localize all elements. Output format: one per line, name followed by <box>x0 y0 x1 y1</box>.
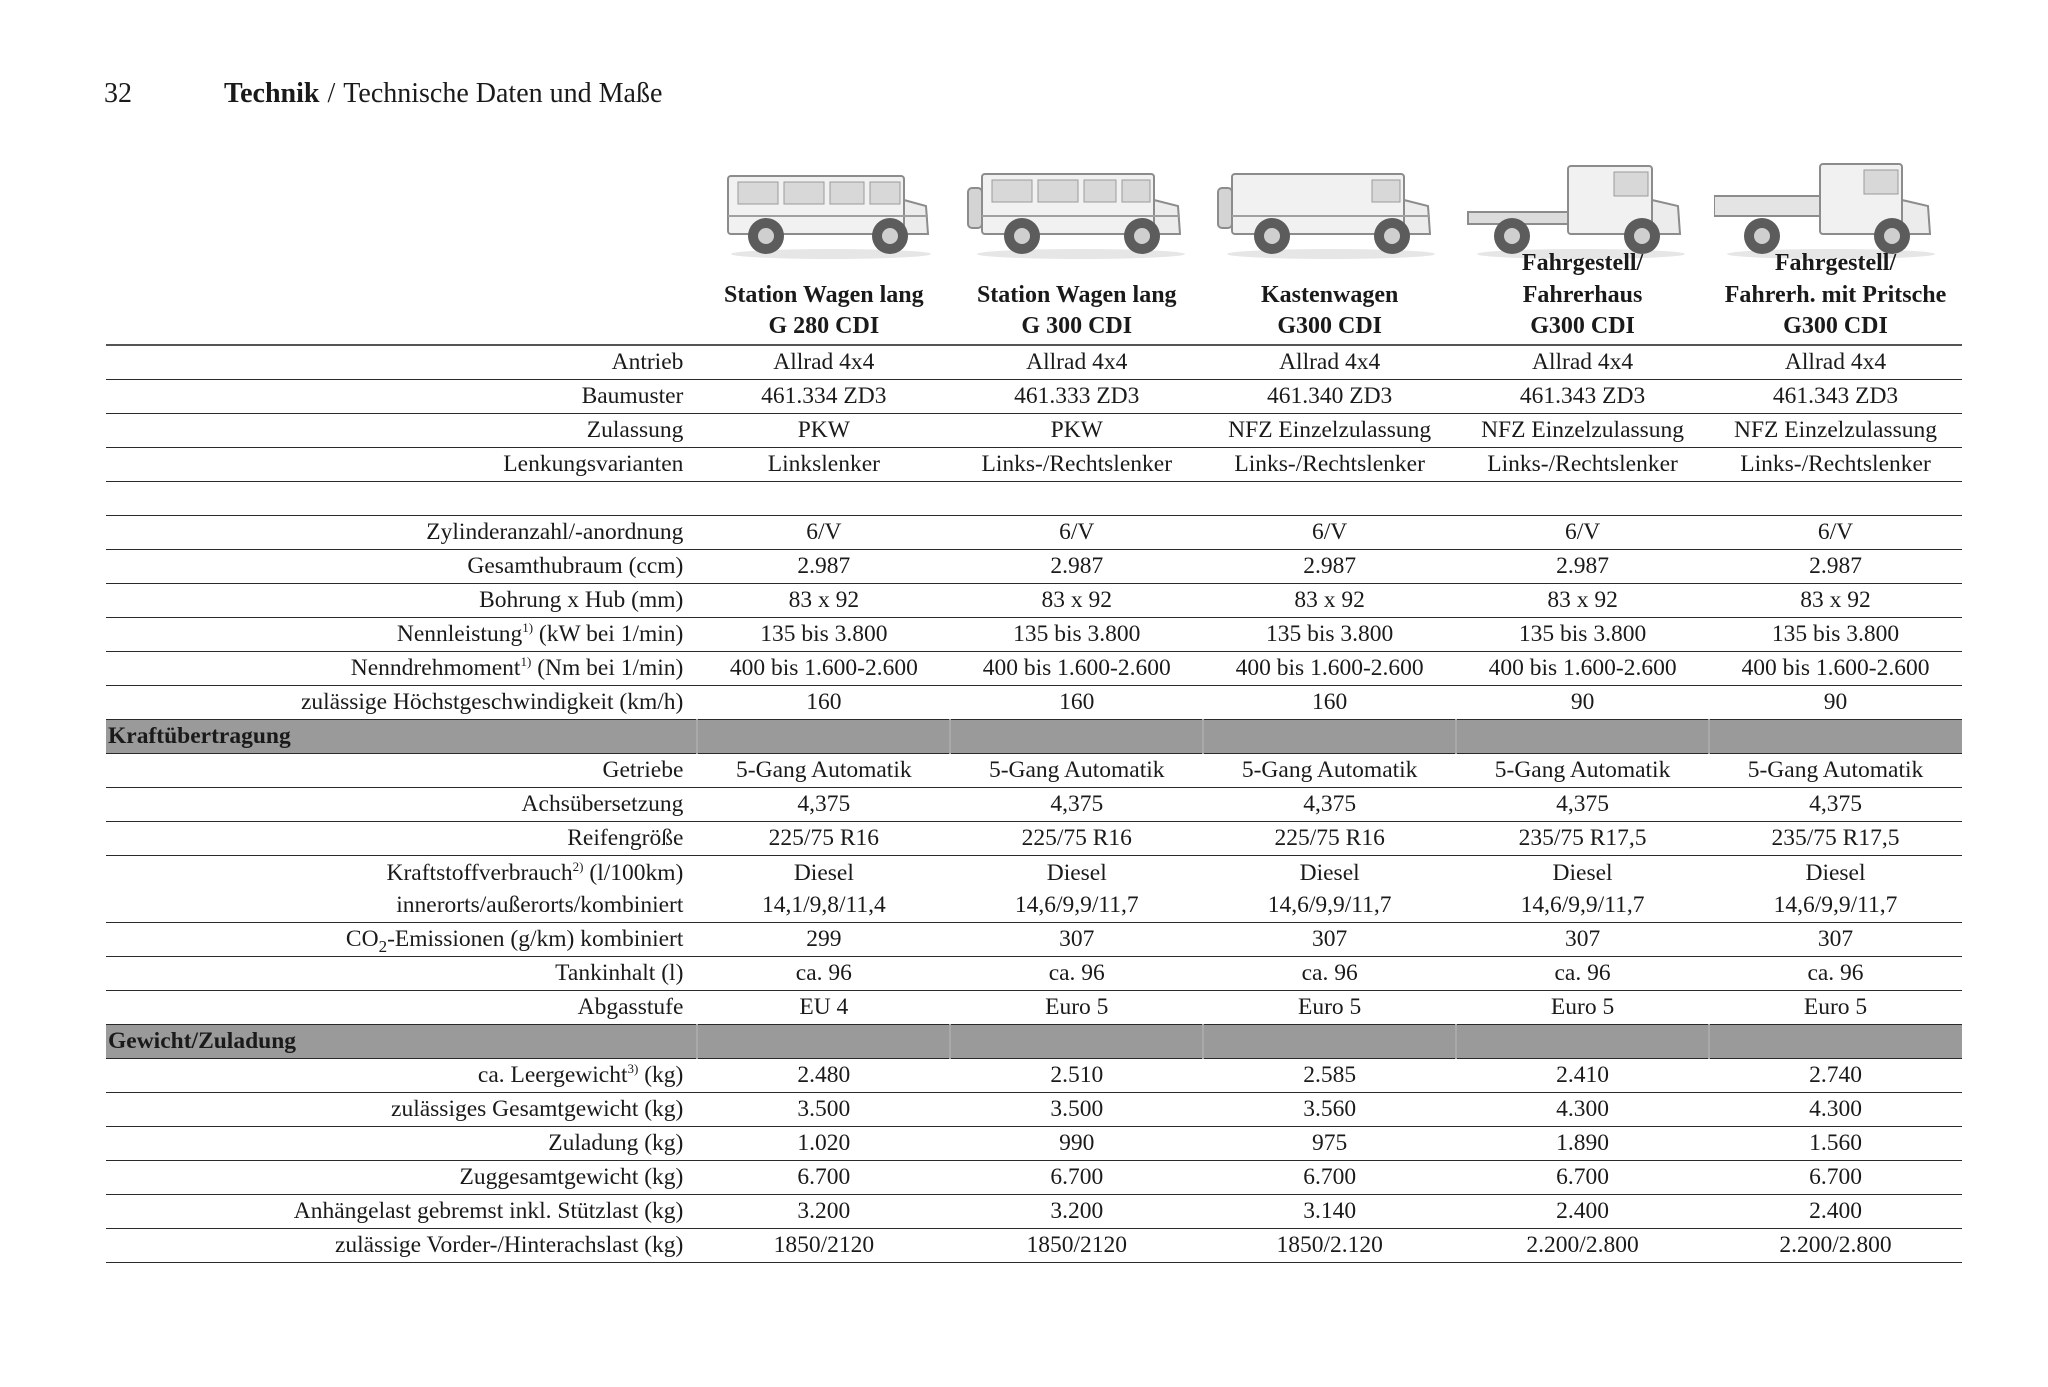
section-heading: Kraftübertragung <box>106 719 697 753</box>
breadcrumb-separator: / <box>327 78 336 109</box>
section-filler <box>697 719 950 753</box>
table-cell: ca. 96 <box>1709 956 1962 990</box>
table-row <box>106 413 1962 447</box>
table-cell: 83 x 92 <box>1203 583 1456 617</box>
spacer-cell <box>1203 481 1456 515</box>
table-cell: 400 bis 1.600-2.600 <box>950 651 1203 685</box>
spacer-cell <box>1709 481 1962 515</box>
table-cell: 135 bis 3.800 <box>1456 617 1709 651</box>
table-cell: NFZ Einzelzulassung <box>1709 413 1962 447</box>
table-cell: 2.400 <box>1709 1194 1962 1228</box>
spacer-cell <box>1456 481 1709 515</box>
table-cell: 2.510 <box>950 1058 1203 1092</box>
table-cell: 1.560 <box>1709 1126 1962 1160</box>
table-cell: Links-/Rechtslenker <box>1709 447 1962 481</box>
table-cell: 2.200/2.800 <box>1709 1228 1962 1262</box>
table-cell: PKW <box>950 413 1203 447</box>
table-cell: 2.200/2.800 <box>1456 1228 1709 1262</box>
table-row <box>106 515 1962 549</box>
row-label: ca. Leergewicht$^{3)}$ (kg) <box>106 1058 697 1092</box>
table-cell: 160 <box>950 685 1203 719</box>
table-cell: 160 <box>1203 685 1456 719</box>
table-row <box>106 617 1962 651</box>
table-cell: Euro 5 <box>1203 990 1456 1024</box>
table-cell: 1.020 <box>697 1126 950 1160</box>
table-row <box>106 549 1962 583</box>
row-label: zulässige Vorder-/Hinterachslast (kg) <box>106 1228 697 1262</box>
flatbed-truck-icon <box>1714 150 1948 264</box>
table-cell: 975 <box>1203 1126 1456 1160</box>
specs-table <box>106 248 1962 1263</box>
row-label: Bohrung x Hub (mm) <box>106 583 697 617</box>
row-label: Tankinhalt (l) <box>106 956 697 990</box>
table-row <box>106 753 1962 787</box>
row-label: Lenkungsvarianten <box>106 447 697 481</box>
table-cell: NFZ Einzelzulassung <box>1456 413 1709 447</box>
table-row-co2 <box>106 922 1962 956</box>
table-cell: 2.400 <box>1456 1194 1709 1228</box>
table-row <box>106 379 1962 413</box>
section-title: Technik <box>224 78 320 109</box>
table-cell: Diesel 14,1/9,8/11,4 <box>697 855 950 922</box>
table-cell: Diesel 14,6/9,9/11,7 <box>1203 855 1456 922</box>
table-row <box>106 1228 1962 1262</box>
table-cell: 307 <box>1709 922 1962 956</box>
table-cell: Diesel 14,6/9,9/11,7 <box>950 855 1203 922</box>
row-label: $CO_2$-Emissionen (g/km) kombiniert <box>106 922 697 956</box>
table-cell: 6/V <box>1709 515 1962 549</box>
row-label: Zuggesamtgewicht (kg) <box>106 1160 697 1194</box>
spacer-row <box>106 481 1962 515</box>
table-row <box>106 583 1962 617</box>
table-cell: 307 <box>950 922 1203 956</box>
table-cell: 400 bis 1.600-2.600 <box>1709 651 1962 685</box>
row-label: Getriebe <box>106 753 697 787</box>
station-wagon-long-icon <box>714 150 948 264</box>
table-cell: 6.700 <box>697 1160 950 1194</box>
table-row <box>106 787 1962 821</box>
table-cell: Diesel 14,6/9,9/11,7 <box>1709 855 1962 922</box>
table-cell: Links-/Rechtslenker <box>950 447 1203 481</box>
table-cell: 90 <box>1456 685 1709 719</box>
table-cell: 225/75 R16 <box>950 821 1203 855</box>
table-cell: 6.700 <box>950 1160 1203 1194</box>
table-cell: 461.334 ZD3 <box>697 379 950 413</box>
table-cell: 90 <box>1709 685 1962 719</box>
table-cell: 3.500 <box>697 1092 950 1126</box>
table-row <box>106 345 1962 380</box>
table-cell: 1.890 <box>1456 1126 1709 1160</box>
page-header <box>104 78 662 110</box>
section-heading: Gewicht/Zuladung <box>106 1024 697 1058</box>
table-row <box>106 685 1962 719</box>
table-cell: 461.343 ZD3 <box>1709 379 1962 413</box>
table-cell: 6/V <box>950 515 1203 549</box>
header-label-cell <box>106 248 697 345</box>
table-cell: 6.700 <box>1456 1160 1709 1194</box>
table-cell: 2.740 <box>1709 1058 1962 1092</box>
table-cell: 2.987 <box>1709 549 1962 583</box>
table-cell: Allrad 4x4 <box>697 345 950 380</box>
row-label: Kraftstoffverbrauch$^{2)}$ (l/100km) innerorts/außerorts/kombiniert <box>106 855 697 922</box>
table-cell: 2.987 <box>1456 549 1709 583</box>
table-cell: Links-/Rechtslenker <box>1203 447 1456 481</box>
table-cell: 990 <box>950 1126 1203 1160</box>
table-cell: 3.140 <box>1203 1194 1456 1228</box>
table-cell: 1850/2.120 <box>1203 1228 1456 1262</box>
vehicle-images <box>0 150 2048 264</box>
table-cell: 1850/2120 <box>697 1228 950 1262</box>
panel-van-icon <box>1214 150 1448 264</box>
row-label: Gesamthubraum (ccm) <box>106 549 697 583</box>
table-cell: 400 bis 1.600-2.600 <box>1456 651 1709 685</box>
row-label: Nennleistung$^{1)}$ (kW bei 1/min) <box>106 617 697 651</box>
section-filler <box>950 719 1203 753</box>
table-cell: 400 bis 1.600-2.600 <box>697 651 950 685</box>
table-cell: 2.987 <box>697 549 950 583</box>
section-row <box>106 719 1962 753</box>
table-cell: 461.340 ZD3 <box>1203 379 1456 413</box>
table-cell: 6/V <box>1203 515 1456 549</box>
table-cell: 135 bis 3.800 <box>697 617 950 651</box>
spacer-cell <box>950 481 1203 515</box>
table-cell: 5-Gang Automatik <box>1709 753 1962 787</box>
section-filler <box>950 1024 1203 1058</box>
table-cell: ca. 96 <box>1203 956 1456 990</box>
table-row <box>106 821 1962 855</box>
table-cell: Allrad 4x4 <box>1456 345 1709 380</box>
table-cell: Allrad 4x4 <box>1709 345 1962 380</box>
station-wagon-long-icon <box>964 150 1198 264</box>
table-cell: 3.200 <box>697 1194 950 1228</box>
table-cell: 5-Gang Automatik <box>1456 753 1709 787</box>
table-cell: ca. 96 <box>1456 956 1709 990</box>
table-cell: 6.700 <box>1709 1160 1962 1194</box>
table-row <box>106 1092 1962 1126</box>
table-cell: 307 <box>1203 922 1456 956</box>
table-cell: 4.300 <box>1709 1092 1962 1126</box>
column-header: Station Wagen lang G 280 CDI <box>697 248 950 345</box>
table-cell: Euro 5 <box>1709 990 1962 1024</box>
table-cell: ca. 96 <box>950 956 1203 990</box>
table-row-fuel <box>106 855 1962 922</box>
table-cell: EU 4 <box>697 990 950 1024</box>
chassis-cab-icon <box>1464 150 1698 264</box>
table-cell: NFZ Einzelzulassung <box>1203 413 1456 447</box>
table-cell: 83 x 92 <box>950 583 1203 617</box>
page-title: Technische Daten und Maße <box>343 78 663 109</box>
section-filler <box>697 1024 950 1058</box>
table-cell: 4,375 <box>1203 787 1456 821</box>
table-cell: Links-/Rechtslenker <box>1456 447 1709 481</box>
section-filler <box>1709 719 1962 753</box>
table-cell: 5-Gang Automatik <box>1203 753 1456 787</box>
table-cell: Allrad 4x4 <box>1203 345 1456 380</box>
table-cell: Diesel 14,6/9,9/11,7 <box>1456 855 1709 922</box>
table-cell: 5-Gang Automatik <box>950 753 1203 787</box>
row-label: Zylinderanzahl/-anordnung <box>106 515 697 549</box>
section-filler <box>1709 1024 1962 1058</box>
table-cell: 235/75 R17,5 <box>1709 821 1962 855</box>
row-label: Antrieb <box>106 345 697 380</box>
table-cell: 2.480 <box>697 1058 950 1092</box>
table-cell: 4.300 <box>1456 1092 1709 1126</box>
row-label: Reifengröße <box>106 821 697 855</box>
table-cell: 83 x 92 <box>697 583 950 617</box>
table-cell: 135 bis 3.800 <box>1709 617 1962 651</box>
row-label: Baumuster <box>106 379 697 413</box>
table-cell: 160 <box>697 685 950 719</box>
table-cell: Euro 5 <box>1456 990 1709 1024</box>
table-cell: 3.200 <box>950 1194 1203 1228</box>
table-cell: 461.343 ZD3 <box>1456 379 1709 413</box>
column-header: Kastenwagen G300 CDI <box>1203 248 1456 345</box>
table-cell: ca. 96 <box>697 956 950 990</box>
section-filler <box>1203 1024 1456 1058</box>
table-row <box>106 1194 1962 1228</box>
table-cell: PKW <box>697 413 950 447</box>
table-cell: 4,375 <box>1709 787 1962 821</box>
table-cell: 5-Gang Automatik <box>697 753 950 787</box>
section-filler <box>1456 719 1709 753</box>
row-label: zulässiges Gesamtgewicht (kg) <box>106 1092 697 1126</box>
table-cell: 461.333 ZD3 <box>950 379 1203 413</box>
table-header-row <box>106 248 1962 345</box>
table-cell: 2.585 <box>1203 1058 1456 1092</box>
table-cell: 135 bis 3.800 <box>950 617 1203 651</box>
section-row <box>106 1024 1962 1058</box>
column-header: Fahrgestell/ Fahrerhaus G300 CDI <box>1456 248 1709 345</box>
table-row <box>106 956 1962 990</box>
section-filler <box>1203 719 1456 753</box>
table-cell: 2.987 <box>1203 549 1456 583</box>
row-label: Abgasstufe <box>106 990 697 1024</box>
page-number: 32 <box>104 78 132 109</box>
table-cell: 235/75 R17,5 <box>1456 821 1709 855</box>
table-cell: 225/75 R16 <box>697 821 950 855</box>
table-row <box>106 651 1962 685</box>
table-cell: 135 bis 3.800 <box>1203 617 1456 651</box>
row-label: Zuladung (kg) <box>106 1126 697 1160</box>
table-cell: 2.410 <box>1456 1058 1709 1092</box>
table-row <box>106 1160 1962 1194</box>
table-cell: 83 x 92 <box>1456 583 1709 617</box>
column-header: Fahrgestell/ Fahrerh. mit Pritsche G300 CDI <box>1709 248 1962 345</box>
table-cell: 4,375 <box>950 787 1203 821</box>
table-cell: 6/V <box>1456 515 1709 549</box>
row-label: Zulassung <box>106 413 697 447</box>
section-filler <box>1456 1024 1709 1058</box>
table-cell: 2.987 <box>950 549 1203 583</box>
table-row <box>106 990 1962 1024</box>
row-label: Anhängelast gebremst inkl. Stützlast (kg) <box>106 1194 697 1228</box>
spacer-cell <box>106 481 697 515</box>
table-cell: 4,375 <box>1456 787 1709 821</box>
row-label: Nenndrehmoment$^{1)}$ (Nm bei 1/min) <box>106 651 697 685</box>
column-header: Station Wagen lang G 300 CDI <box>950 248 1203 345</box>
row-label: zulässige Höchstgeschwindigkeit (km/h) <box>106 685 697 719</box>
table-cell: Allrad 4x4 <box>950 345 1203 380</box>
table-cell: Euro 5 <box>950 990 1203 1024</box>
table-cell: 4,375 <box>697 787 950 821</box>
table-cell: 83 x 92 <box>1709 583 1962 617</box>
table-cell: 3.500 <box>950 1092 1203 1126</box>
table-cell: 400 bis 1.600-2.600 <box>1203 651 1456 685</box>
table-cell: 299 <box>697 922 950 956</box>
table-cell: 307 <box>1456 922 1709 956</box>
table-cell: 225/75 R16 <box>1203 821 1456 855</box>
table-cell: 6/V <box>697 515 950 549</box>
table-row <box>106 447 1962 481</box>
table-cell: 3.560 <box>1203 1092 1456 1126</box>
row-label: Achsübersetzung <box>106 787 697 821</box>
table-cell: Linkslenker <box>697 447 950 481</box>
table-row <box>106 1058 1962 1092</box>
table-row <box>106 1126 1962 1160</box>
spacer-cell <box>697 481 950 515</box>
table-cell: 1850/2120 <box>950 1228 1203 1262</box>
table-cell: 6.700 <box>1203 1160 1456 1194</box>
